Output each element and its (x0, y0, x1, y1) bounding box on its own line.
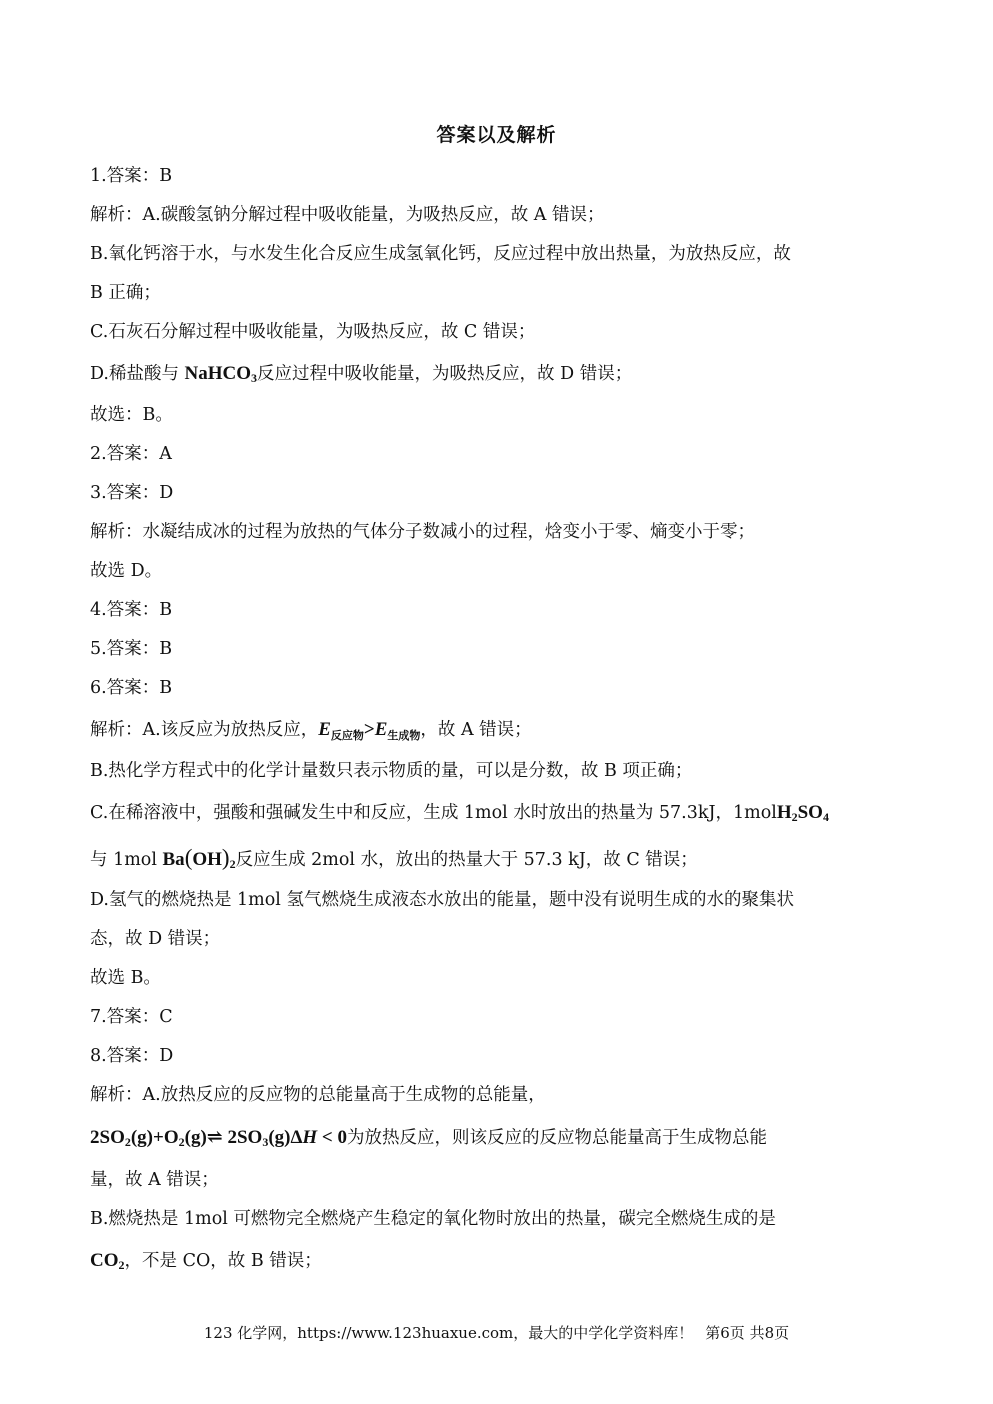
baoh2-formula: $Ba(OH)_2$ (162, 845, 236, 871)
q6-analysis-d1: D.氢气的燃烧热是 1mol 氢气燃烧生成液态水放出的能量，题中没有说明生成的水的聚集状 (90, 890, 794, 910)
q1-analysis-c: C.石灰石分解过程中吸收能量，为吸热反应，故 C 错误； (90, 322, 536, 342)
nahco3-formula: NaHCO$_3$ (184, 363, 258, 385)
page-title: 答案以及解析 (436, 124, 557, 146)
q3-answer: 3.答案：D (90, 483, 174, 503)
answer-content (90, 157, 900, 1283)
q6-analysis-a: 解析：A.该反应为放热反应，$E_{反应物}>E_{生成物}$，故 A 错误； (90, 719, 532, 742)
q1-analysis-d-pre: D.稀盐酸与 (90, 364, 185, 384)
q6-analysis-b: B.热化学方程式中的化学计量数只表示物质的量，可以是分数，故 B 项正确； (90, 761, 693, 781)
footer-page-number: 第6页 共8页 (705, 1324, 790, 1342)
q8-analysis-a1: 解析：A.放热反应的反应物的总能量高于生成物的总能量， (90, 1085, 546, 1105)
h2so4-formula: $H_2SO_4$ (776, 802, 829, 824)
footer-site: 123 化学网，https://www.123huaxue.com，最大的中学化学资料库！ (203, 1324, 694, 1342)
q6-analysis-c1: C.在稀溶液中，强酸和强碱发生中和反应，生成 1mol 水时放出的热量为 57.3kJ，$1molH_2SO_4$ (90, 802, 829, 824)
q6-answer: 6.答案：B (90, 678, 173, 698)
q6-analysis-d2: 态，故 D 错误； (90, 929, 221, 949)
q1-analysis-a: 解析：A.碳酸氢钠分解过程中吸收能量，为吸热反应，故 A 错误； (90, 205, 605, 225)
q1-analysis-d (90, 352, 900, 396)
energy-inequality: $E_{反应物}>E_{生成物}$ (318, 719, 421, 742)
q3-analysis: 解析：水凝结成冰的过程为放热的气体分子数减小的过程，焓变小于零、熵变小于零； (90, 522, 755, 542)
q1-analysis-b2: B 正确； (90, 283, 161, 303)
q8-analysis-b2: $CO_2$，不是 CO，故 B 错误； (90, 1250, 322, 1272)
q7-answer: 7.答案：C (90, 1007, 173, 1027)
q3-choose: 故选 D。 (90, 561, 163, 581)
q1-answer: 1.答案：B (90, 166, 173, 186)
q5-answer: 5.答案：B (90, 639, 173, 659)
q2-answer: 2.答案：A (90, 444, 172, 464)
co2-formula: $CO_2$ (90, 1250, 125, 1272)
q1-choose: 故选：B。 (90, 405, 173, 425)
q6-choose: 故选 B。 (90, 968, 161, 988)
page-footer (0, 1322, 993, 1343)
q1-analysis-b1: B.氧化钙溶于水，与水发生化合反应生成氢氧化钙，反应过程中放出热量，为放热反应，故 (90, 244, 791, 264)
q8-analysis-a2: $2SO_2(g)+O_2(g)\rightleftharpoons$ $2SO_3(g)\Delta H < 0$为放热反应，则该反应的反应物总能量高于生成物总能 (90, 1127, 767, 1149)
so2-equation: $2SO_2(g)+O_2(g)\rightleftharpoons$ $2SO_3(g)\Delta H < 0$ (90, 1127, 347, 1149)
q1-analysis-d-post: 反应过程中吸收能量，为吸热反应，故 D 错误； (257, 364, 633, 384)
q8-analysis-a3: 量，故 A 错误； (90, 1170, 219, 1190)
q8-analysis-b1: B.燃烧热是 1mol 可燃物完全燃烧产生稳定的氧化物时放出的热量，碳完全燃烧生成的是 (90, 1209, 776, 1229)
q4-answer: 4.答案：B (90, 600, 173, 620)
q8-answer: 8.答案：D (90, 1046, 174, 1066)
q6-analysis-c2: 与 1mol $Ba(OH)_2$反应生成 2mol 水，放出的热量大于 57.3 kJ，故 C 错误； (90, 845, 698, 871)
